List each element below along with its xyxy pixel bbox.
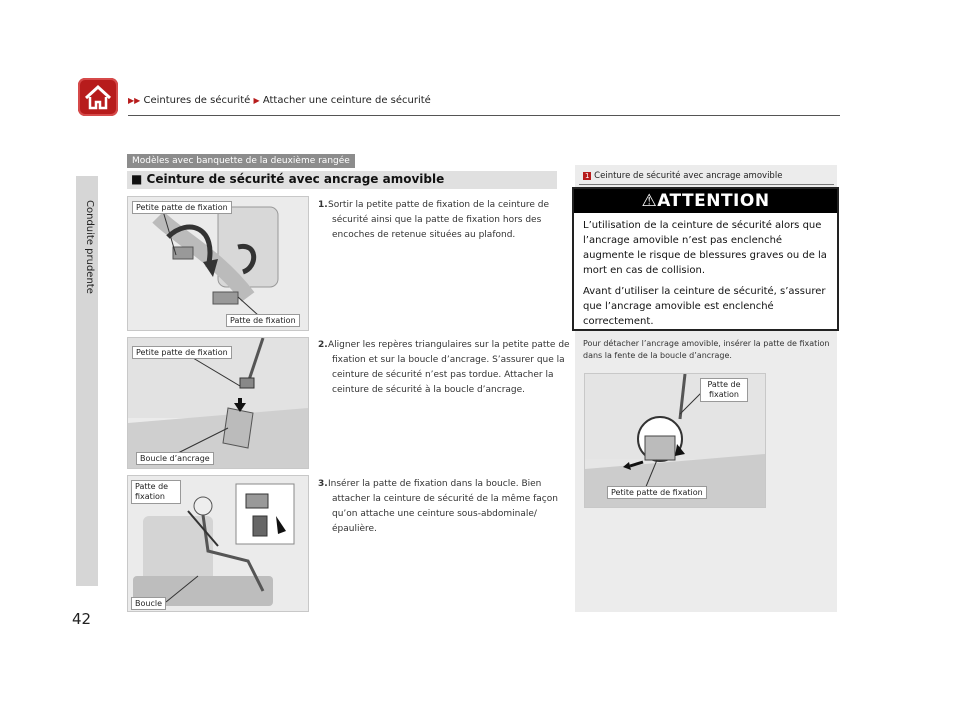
warning-header <box>574 189 837 213</box>
figure-buckle-insert <box>127 475 309 612</box>
step-3 <box>318 477 572 537</box>
step-1 <box>318 198 572 243</box>
warning-paragraph: L’utilisation de la ceinture de sécurité alors que l’ancrage amovible n’est pas enclenché augmente le risque de blessures graves ou de la mort en cas de collision. <box>583 220 827 276</box>
note-divider <box>579 184 834 185</box>
figure-label: Petite patte de fixation <box>607 486 707 499</box>
step-text: Insérer la patte de fixation dans la boucle. Bien attacher la ceinture de sécurité de la même façon qu’on attache une ceinture sous-abdominale/épaulière. <box>328 479 558 534</box>
step-number: 3. <box>318 479 328 489</box>
figure-label: Patte de fixation <box>226 314 300 327</box>
breadcrumb <box>128 95 431 106</box>
step-number: 1. <box>318 200 328 210</box>
page-number: 42 <box>72 610 92 628</box>
detach-instructions: Pour détacher l’ancrage amovible, insérer la patte de fixation dans la fente de la boucle d’ancrage. <box>583 339 830 360</box>
figure-label: Petite patte de fixation <box>132 346 232 359</box>
note-ref: 1 <box>585 172 590 180</box>
section-marker-icon: ■ <box>131 172 143 186</box>
figure-label: Patte de fixation <box>131 480 181 504</box>
home-icon <box>78 78 118 116</box>
figure-ceiling-anchor <box>127 196 309 331</box>
figure-label: Patte de fixation <box>700 378 748 402</box>
section-title-text: Ceinture de sécurité avec ancrage amovible <box>146 172 445 186</box>
note-heading <box>583 171 782 181</box>
figure-detach-anchor <box>584 373 766 508</box>
figure-label: Boucle d’ancrage <box>136 452 214 465</box>
chapter-label: Conduite prudente <box>84 200 95 294</box>
models-tag: Modèles avec banquette de la deuxième rangée <box>127 154 355 168</box>
step-number: 2. <box>318 340 328 350</box>
figure-label: Petite patte de fixation <box>132 201 232 214</box>
header-divider <box>128 115 840 116</box>
warning-triangle-icon: ⚠ <box>641 191 658 211</box>
breadcrumb-item-seatbelts[interactable]: Ceintures de sécurité <box>143 95 251 106</box>
figure-label: Boucle <box>131 597 166 610</box>
breadcrumb-item-fasten[interactable]: Attacher une ceinture de sécurité <box>262 95 431 106</box>
ceiling-anchor-illustration <box>128 197 308 330</box>
step-text: Sortir la petite patte de fixation de la ceinture de sécurité ainsi que la patte de fixation hors des encoches de retenue situées au plafond. <box>328 200 550 240</box>
home-button[interactable] <box>78 78 118 116</box>
section-title <box>131 172 444 186</box>
warning-text <box>583 218 830 335</box>
warning-title: ATTENTION <box>657 191 770 211</box>
figure-anchor-buckle <box>127 337 309 469</box>
note-heading-text: Ceinture de sécurité avec ancrage amovible <box>594 171 783 181</box>
step-text: Aligner les repères triangulaires sur la petite patte de fixation et sur la boucle d’ancrage. S’assurer que la ceinture de sécurité n’est pas tordue. Attacher la ceinture de sécurité à la boucle d’ancrage. <box>328 340 570 395</box>
step-2 <box>318 338 572 398</box>
breadcrumb-arrow-icon: ▶▶ <box>128 96 141 105</box>
breadcrumb-arrow-icon: ▶ <box>253 96 260 105</box>
warning-paragraph: Avant d’utiliser la ceinture de sécurité, s’assurer que l’ancrage amovible est enclenché correctement. <box>583 286 826 327</box>
